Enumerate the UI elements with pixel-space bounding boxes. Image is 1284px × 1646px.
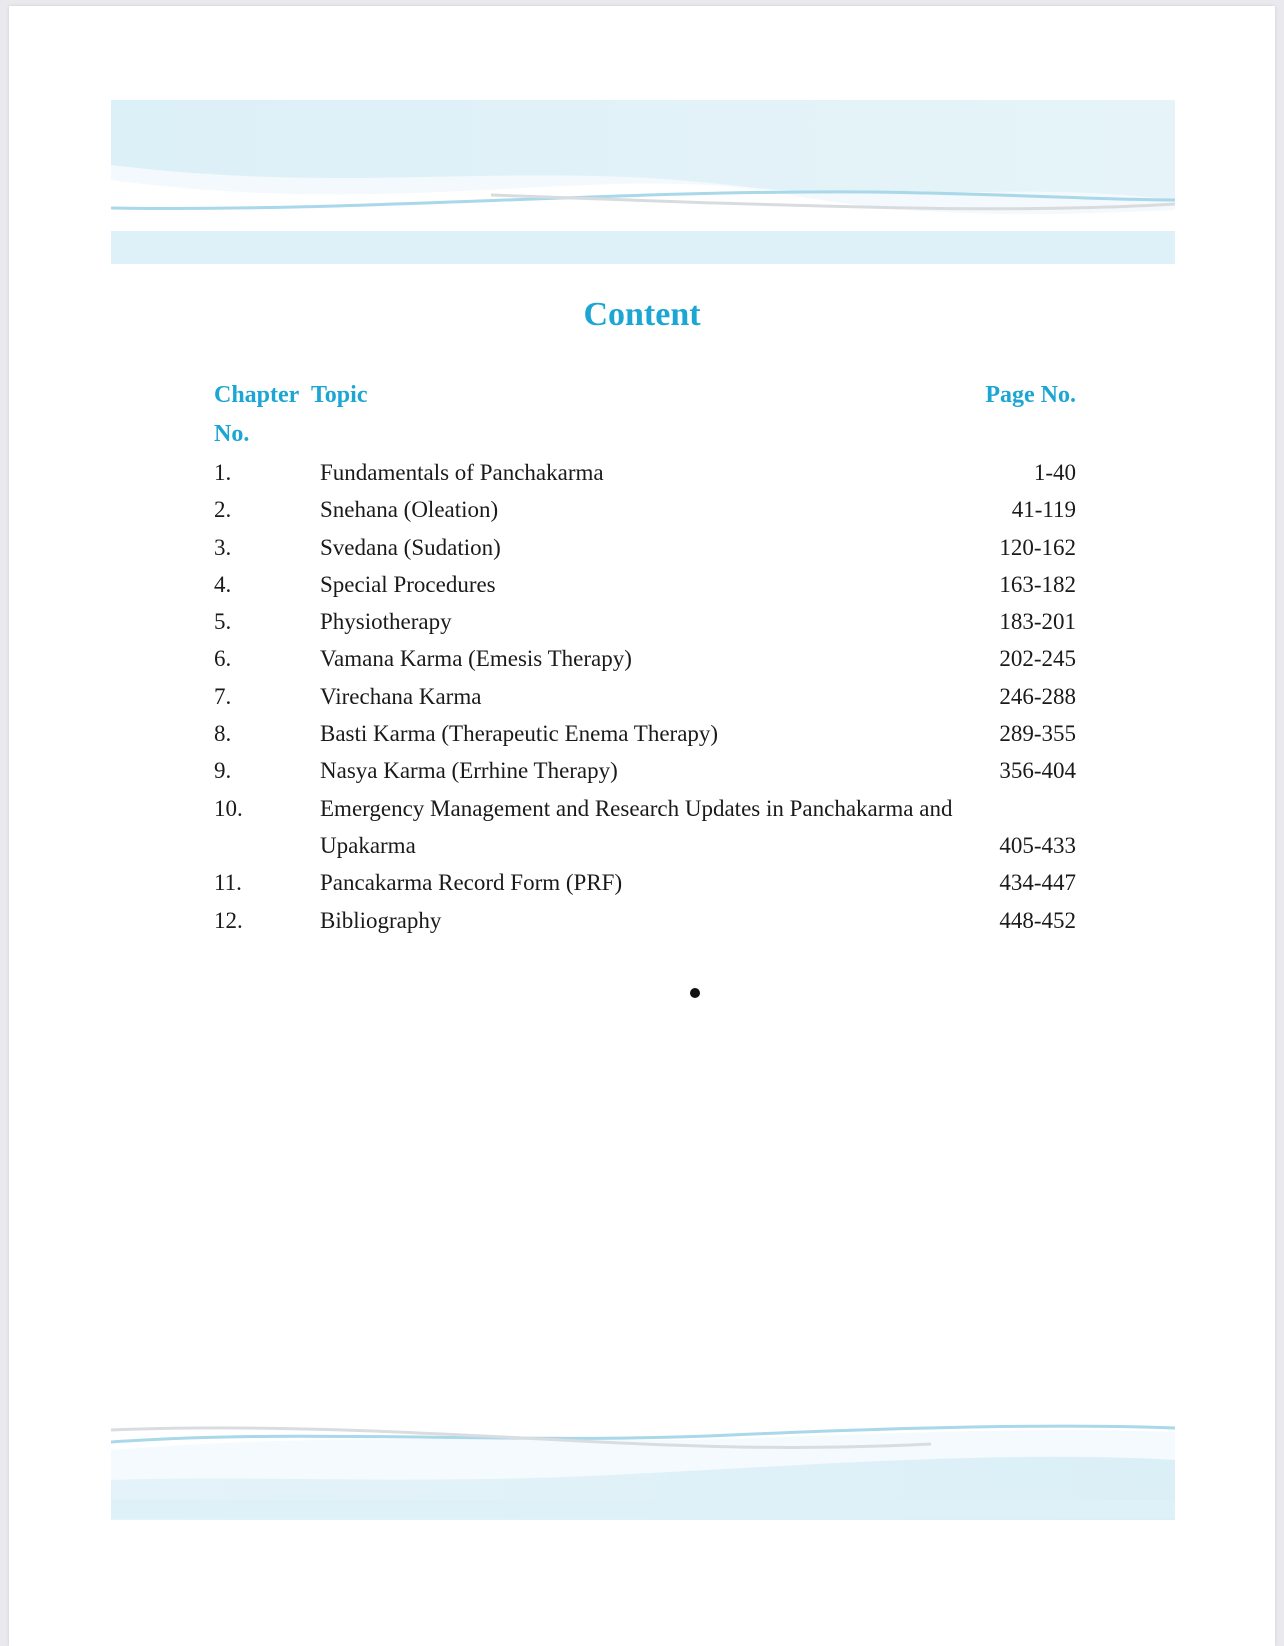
chapter-pages: 202-245 bbox=[999, 646, 1076, 672]
header-topic: Topic bbox=[311, 382, 368, 408]
chapter-pages: 246-288 bbox=[999, 683, 1076, 709]
chapter-pages: 120-162 bbox=[999, 534, 1076, 560]
chapter-number: 10. bbox=[214, 795, 243, 821]
chapter-topic: Emergency Management and Research Updates in Panchakarma and Upakarma bbox=[320, 795, 953, 858]
toc-header bbox=[214, 376, 1076, 454]
toc-row bbox=[214, 902, 1076, 939]
table-of-contents bbox=[214, 376, 1076, 939]
document-page bbox=[9, 6, 1275, 1646]
chapter-number: 9. bbox=[214, 758, 232, 784]
chapter-topic: Special Procedures bbox=[320, 571, 496, 597]
toc-row bbox=[214, 529, 1076, 566]
chapter-topic: Nasya Karma (Errhine Therapy) bbox=[320, 758, 618, 784]
chapter-pages: 356-404 bbox=[999, 758, 1076, 784]
chapter-number: 12. bbox=[214, 907, 243, 933]
chapter-number: 5. bbox=[214, 609, 232, 635]
chapter-topic: Vamana Karma (Emesis Therapy) bbox=[320, 646, 632, 672]
toc-row bbox=[214, 640, 1076, 677]
chapter-number: 3. bbox=[214, 534, 232, 560]
chapter-number: 8. bbox=[214, 721, 232, 747]
header-decoration bbox=[111, 100, 1175, 270]
chapter-topic: Svedana (Sudation) bbox=[320, 534, 501, 560]
toc-row bbox=[214, 454, 1076, 491]
chapter-pages: 1-40 bbox=[1033, 460, 1076, 485]
chapter-number: 6. bbox=[214, 646, 232, 672]
footer-decoration bbox=[111, 1420, 1175, 1520]
toc-row bbox=[214, 491, 1076, 528]
toc-row bbox=[214, 790, 1076, 865]
toc-row bbox=[214, 566, 1076, 603]
toc-row bbox=[214, 603, 1076, 640]
chapter-number: 7. bbox=[214, 683, 232, 709]
chapter-topic: Basti Karma (Therapeutic Enema Therapy) bbox=[320, 721, 719, 747]
chapter-number: 2. bbox=[214, 497, 232, 523]
chapter-topic: Bibliography bbox=[320, 907, 442, 933]
toc-row bbox=[214, 715, 1076, 752]
chapter-pages: 289-355 bbox=[999, 721, 1076, 747]
chapter-topic: Virechana Karma bbox=[320, 683, 482, 709]
chapter-number: 4. bbox=[214, 571, 232, 597]
chapter-topic: Physiotherapy bbox=[320, 609, 452, 635]
chapter-pages: 405-433 bbox=[999, 832, 1076, 858]
toc-row bbox=[214, 678, 1076, 715]
bullet-dot bbox=[690, 988, 700, 998]
chapter-number: 11. bbox=[214, 870, 242, 896]
header-page-no: Page No. bbox=[985, 382, 1076, 408]
chapter-topic: Pancakarma Record Form (PRF) bbox=[320, 870, 623, 896]
page-title: Content bbox=[583, 296, 701, 333]
chapter-pages: 183-201 bbox=[999, 609, 1076, 635]
chapter-number: 1. bbox=[214, 460, 232, 485]
header-chapter-no: Chapter No. bbox=[214, 382, 299, 447]
toc-row bbox=[214, 864, 1076, 901]
chapter-pages: 434-447 bbox=[999, 870, 1076, 896]
toc-row bbox=[214, 752, 1076, 789]
chapter-topic: Fundamentals of Panchakarma bbox=[320, 460, 604, 485]
chapter-pages: 41-119 bbox=[1011, 497, 1076, 523]
chapter-pages: 448-452 bbox=[999, 907, 1076, 933]
chapter-topic: Snehana (Oleation) bbox=[320, 497, 499, 523]
chapter-pages: 163-182 bbox=[999, 571, 1076, 597]
